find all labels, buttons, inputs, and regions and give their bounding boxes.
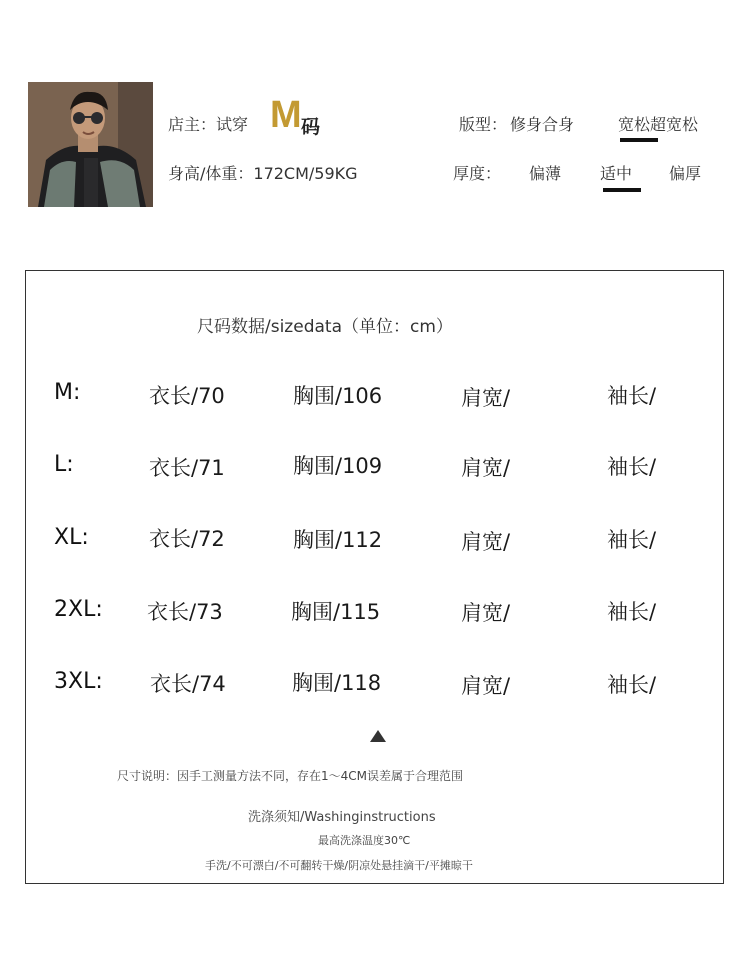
chest-2xl: 胸围/115 bbox=[291, 600, 381, 624]
size-row-label-3xl: 3XL: bbox=[54, 669, 103, 694]
sleeve-l: 袖长/ bbox=[607, 455, 657, 479]
washing-title: 洗涤须知/Washinginstructions bbox=[248, 810, 436, 825]
shoulder-3xl: 肩宽/ bbox=[461, 674, 511, 698]
sleeve-xl: 袖长/ bbox=[607, 528, 657, 552]
thickness-option-medium: 适中 bbox=[600, 164, 633, 183]
sleeve-2xl: 袖长/ bbox=[607, 600, 657, 624]
fit-selected-marker bbox=[620, 138, 658, 142]
shoulder-m: 肩宽/ bbox=[461, 386, 511, 410]
sleeve-3xl: 袖长/ bbox=[607, 673, 657, 697]
fit-option-slim: 修身合身 bbox=[510, 115, 575, 134]
triangle-icon bbox=[370, 730, 386, 742]
size-chart-title: 尺码数据/sizedata（单位：cm） bbox=[197, 317, 453, 337]
fit-option-loose: 宽松超宽松 bbox=[618, 115, 699, 134]
shoulder-2xl: 肩宽/ bbox=[461, 601, 511, 625]
trial-size-letter: M bbox=[270, 94, 302, 136]
thickness-option-thick: 偏厚 bbox=[669, 164, 702, 183]
thickness-selected-marker bbox=[603, 188, 641, 192]
sleeve-m: 袖长/ bbox=[607, 384, 657, 408]
size-row-label-l: L: bbox=[54, 452, 74, 477]
height-weight: 身高/体重：172CM/59KG bbox=[168, 164, 358, 183]
length-xl: 衣长/72 bbox=[149, 527, 225, 551]
model-photo-illustration bbox=[28, 82, 153, 207]
fit-label: 版型： bbox=[459, 115, 508, 134]
shoulder-l: 肩宽/ bbox=[461, 456, 511, 480]
chest-l: 胸围/109 bbox=[293, 454, 383, 478]
length-m: 衣长/70 bbox=[149, 384, 225, 408]
size-row-label-m: M: bbox=[54, 380, 81, 405]
size-note: 尺寸说明：因手工测量方法不同，存在1～4CM误差属于合理范围 bbox=[117, 769, 464, 783]
size-row-label-2xl: 2XL: bbox=[54, 597, 103, 622]
size-row-label-xl: XL: bbox=[54, 525, 89, 550]
chest-m: 胸围/106 bbox=[293, 384, 383, 408]
washing-instructions: 手洗/不可漂白/不可翻转干燥/阴凉处悬挂滴干/平摊晾干 bbox=[205, 859, 473, 872]
washing-temperature: 最高洗涤温度30℃ bbox=[318, 834, 411, 847]
thickness-option-thin: 偏薄 bbox=[529, 164, 562, 183]
chest-3xl: 胸围/118 bbox=[292, 671, 382, 695]
chest-xl: 胸围/112 bbox=[293, 528, 383, 552]
shoulder-xl: 肩宽/ bbox=[461, 530, 511, 554]
trial-size-suffix: 码 bbox=[301, 116, 321, 138]
model-photo bbox=[28, 82, 153, 207]
length-3xl: 衣长/74 bbox=[150, 672, 226, 696]
length-l: 衣长/71 bbox=[149, 456, 225, 480]
shopkeeper-label: 店主：试穿 bbox=[168, 115, 249, 134]
thickness-label: 厚度： bbox=[453, 164, 502, 183]
size-chart-box bbox=[25, 270, 724, 884]
length-2xl: 衣长/73 bbox=[147, 600, 223, 624]
